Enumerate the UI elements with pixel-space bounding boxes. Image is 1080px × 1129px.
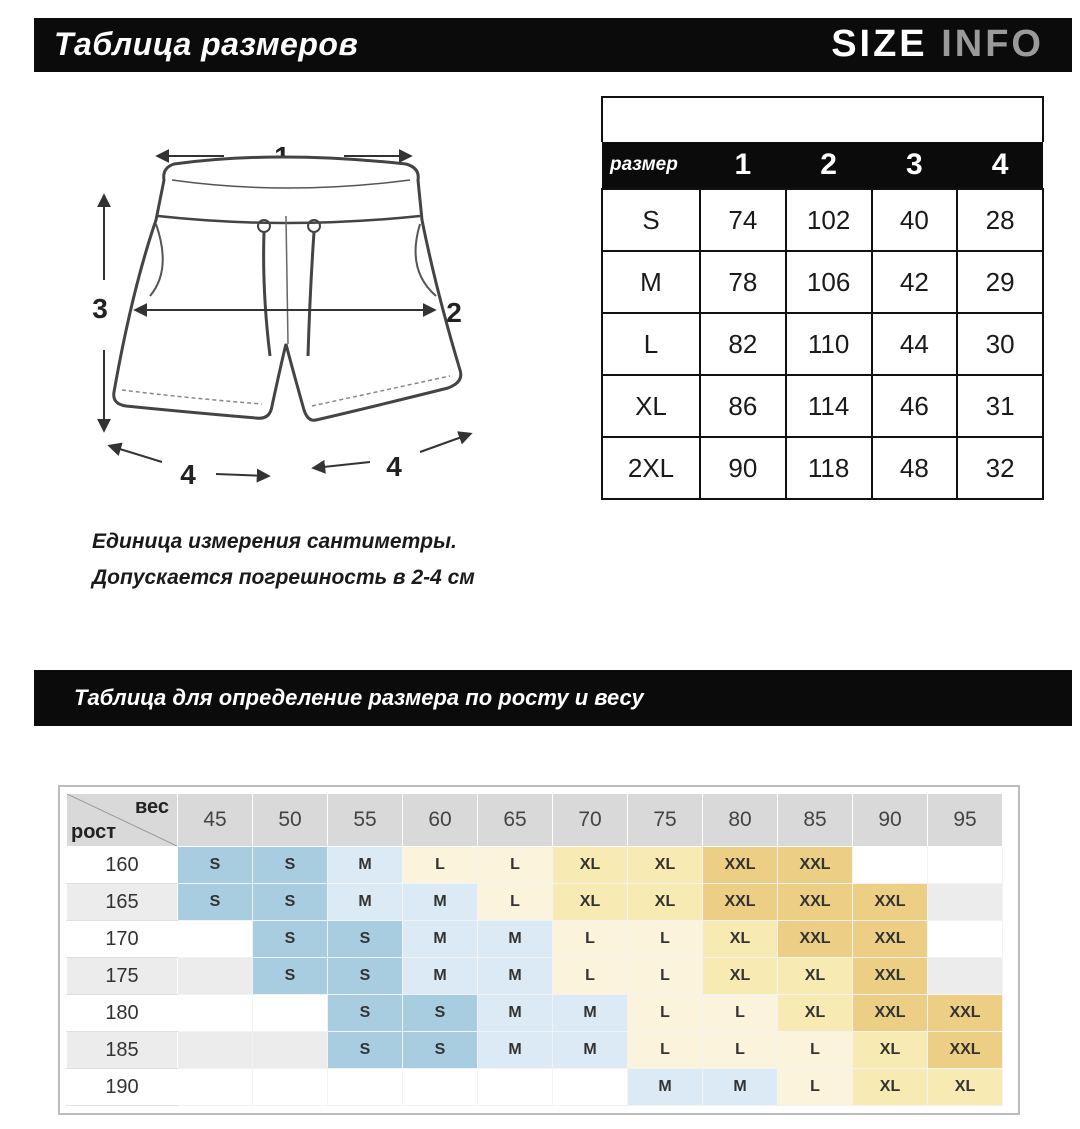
measurement-row bbox=[602, 313, 1043, 375]
weight-header: 45 bbox=[178, 794, 253, 847]
size-recommendation-cell: M bbox=[553, 1032, 628, 1069]
page-title: Таблица размеров bbox=[54, 26, 359, 62]
measurement-cell: 102 bbox=[786, 189, 872, 251]
label-2: 2 bbox=[446, 297, 462, 328]
size-recommendation-cell: L bbox=[703, 1032, 778, 1069]
size-recommendation-cell: M bbox=[403, 958, 478, 995]
size-recommendation-cell: XL bbox=[778, 958, 853, 995]
arrow-4-left-a bbox=[110, 446, 162, 462]
size-recommendation-cell: L bbox=[553, 921, 628, 958]
size-recommendation-cell: XL bbox=[553, 847, 628, 884]
size-recommendation-cell: M bbox=[628, 1069, 703, 1106]
size-recommendation-cell: M bbox=[478, 1032, 553, 1069]
grid-row bbox=[67, 995, 1003, 1032]
size-recommendation-cell: XXL bbox=[928, 1032, 1003, 1069]
size-recommendation-cell: S bbox=[328, 958, 403, 995]
weight-header: 70 bbox=[553, 794, 628, 847]
height-header: 165 bbox=[67, 884, 178, 921]
size-recommendation-cell: S bbox=[403, 995, 478, 1032]
measurement-cell: 82 bbox=[700, 313, 786, 375]
size-recommendation-cell: S bbox=[178, 884, 253, 921]
size-recommendation-cell: M bbox=[328, 847, 403, 884]
measurement-cell: 74 bbox=[700, 189, 786, 251]
size-recommendation-cell: M bbox=[478, 921, 553, 958]
measurement-cell: 30 bbox=[957, 313, 1043, 375]
size-cell: M bbox=[602, 251, 700, 313]
grid-row bbox=[67, 1069, 1003, 1106]
grid-row bbox=[67, 847, 1003, 884]
size-recommendation-cell: L bbox=[478, 884, 553, 921]
size-recommendation-cell bbox=[403, 1069, 478, 1106]
shorts-diagram bbox=[76, 120, 496, 500]
size-recommendation-cell bbox=[478, 1069, 553, 1106]
weight-header: 85 bbox=[778, 794, 853, 847]
arrow-4-right-b bbox=[420, 434, 470, 452]
size-recommendation-cell: XXL bbox=[778, 884, 853, 921]
size-recommendation-cell: XL bbox=[703, 958, 778, 995]
height-header: 170 bbox=[67, 921, 178, 958]
weight-label: вес bbox=[134, 796, 169, 818]
size-recommendation-cell: XL bbox=[703, 921, 778, 958]
measurement-row bbox=[602, 251, 1043, 313]
header-col-4: 4 bbox=[957, 142, 1043, 189]
measurement-cell: 114 bbox=[786, 375, 872, 437]
info-word: INFO bbox=[941, 23, 1044, 65]
grid-corner bbox=[67, 794, 178, 847]
size-recommendation-cell: XXL bbox=[853, 884, 928, 921]
size-recommendation-cell: XXL bbox=[778, 847, 853, 884]
measurement-cell: 86 bbox=[700, 375, 786, 437]
weight-header: 60 bbox=[403, 794, 478, 847]
size-recommendation-cell: S bbox=[253, 921, 328, 958]
size-recommendation-cell: XL bbox=[853, 1032, 928, 1069]
measurement-table bbox=[601, 96, 1044, 500]
grid-row bbox=[67, 884, 1003, 921]
size-recommendation-cell bbox=[178, 995, 253, 1032]
measurement-cell: 106 bbox=[786, 251, 872, 313]
size-recommendation-cell bbox=[928, 884, 1003, 921]
size-recommendation-cell bbox=[253, 995, 328, 1032]
size-cell: S bbox=[602, 189, 700, 251]
size-recommendation-cell: S bbox=[253, 847, 328, 884]
grid-row bbox=[67, 921, 1003, 958]
measurement-row bbox=[602, 437, 1043, 499]
measurement-row bbox=[602, 189, 1043, 251]
size-recommendation-cell: L bbox=[553, 958, 628, 995]
weight-header: 80 bbox=[703, 794, 778, 847]
size-recommendation-cell: S bbox=[178, 847, 253, 884]
grid-row bbox=[67, 958, 1003, 995]
height-weight-chart bbox=[58, 785, 1020, 1115]
size-recommendation-cell: L bbox=[478, 847, 553, 884]
size-recommendation-cell: XL bbox=[628, 884, 703, 921]
size-recommendation-cell bbox=[853, 847, 928, 884]
measurement-cell: 110 bbox=[786, 313, 872, 375]
size-recommendation-cell: L bbox=[628, 995, 703, 1032]
height-label: рост bbox=[71, 821, 117, 843]
size-recommendation-cell: S bbox=[328, 921, 403, 958]
size-recommendation-cell: S bbox=[253, 958, 328, 995]
size-recommendation-cell bbox=[928, 921, 1003, 958]
unit-note: Единица измерения сантиметры. bbox=[92, 530, 457, 553]
size-recommendation-cell: M bbox=[703, 1069, 778, 1106]
header-size: размер bbox=[602, 142, 700, 189]
size-recommendation-cell: XXL bbox=[703, 847, 778, 884]
weight-header: 50 bbox=[253, 794, 328, 847]
weight-header-row bbox=[67, 794, 1003, 847]
measurement-cell: 32 bbox=[957, 437, 1043, 499]
header-col-1: 1 bbox=[700, 142, 786, 189]
measurement-header-row bbox=[602, 142, 1043, 189]
size-recommendation-cell: XXL bbox=[778, 921, 853, 958]
arrow-4-right-a bbox=[314, 462, 370, 468]
size-recommendation-cell: L bbox=[628, 958, 703, 995]
size-recommendation-cell: M bbox=[403, 921, 478, 958]
measurement-table-blank-row bbox=[601, 96, 1044, 142]
measurement-cell: 44 bbox=[872, 313, 958, 375]
size-info-label bbox=[831, 23, 1044, 66]
label-3: 3 bbox=[92, 293, 108, 324]
size-cell: 2XL bbox=[602, 437, 700, 499]
size-recommendation-cell: M bbox=[328, 884, 403, 921]
header-col-3: 3 bbox=[872, 142, 958, 189]
size-recommendation-cell: XL bbox=[628, 847, 703, 884]
size-recommendation-cell: M bbox=[403, 884, 478, 921]
height-header: 190 bbox=[67, 1069, 178, 1106]
size-recommendation-cell bbox=[253, 1069, 328, 1106]
size-cell: XL bbox=[602, 375, 700, 437]
weight-header: 95 bbox=[928, 794, 1003, 847]
size-recommendation-cell bbox=[178, 1032, 253, 1069]
size-recommendation-cell bbox=[178, 1069, 253, 1106]
weight-header: 90 bbox=[853, 794, 928, 847]
measurement-cell: 42 bbox=[872, 251, 958, 313]
height-header: 175 bbox=[67, 958, 178, 995]
size-recommendation-cell: XXL bbox=[853, 995, 928, 1032]
size-recommendation-cell: XXL bbox=[853, 921, 928, 958]
measurement-cell: 46 bbox=[872, 375, 958, 437]
size-recommendation-cell: S bbox=[403, 1032, 478, 1069]
size-recommendation-cell: XXL bbox=[928, 995, 1003, 1032]
height-weight-grid bbox=[66, 793, 1003, 1106]
size-word: SIZE bbox=[831, 23, 928, 65]
measurement-cell: 90 bbox=[700, 437, 786, 499]
size-recommendation-cell: S bbox=[253, 884, 328, 921]
section-banner bbox=[34, 670, 1072, 726]
size-recommendation-cell: M bbox=[478, 958, 553, 995]
section-title: Таблица для определение размера по росту и весу bbox=[74, 685, 644, 710]
size-cell: L bbox=[602, 313, 700, 375]
size-recommendation-cell: M bbox=[478, 995, 553, 1032]
height-header: 185 bbox=[67, 1032, 178, 1069]
measurement-cell: 48 bbox=[872, 437, 958, 499]
size-recommendation-cell: XXL bbox=[853, 958, 928, 995]
size-recommendation-cell: L bbox=[778, 1032, 853, 1069]
size-recommendation-cell: XL bbox=[553, 884, 628, 921]
size-recommendation-cell bbox=[328, 1069, 403, 1106]
size-recommendation-cell bbox=[553, 1069, 628, 1106]
top-banner bbox=[34, 18, 1072, 72]
arrow-4-left-b bbox=[216, 474, 268, 476]
weight-header: 65 bbox=[478, 794, 553, 847]
header-col-2: 2 bbox=[786, 142, 872, 189]
measurement-cell: 40 bbox=[872, 189, 958, 251]
size-recommendation-cell: L bbox=[628, 921, 703, 958]
label-4-right: 4 bbox=[386, 451, 402, 482]
size-recommendation-cell: XL bbox=[928, 1069, 1003, 1106]
measurement-cell: 31 bbox=[957, 375, 1043, 437]
size-recommendation-cell: S bbox=[328, 1032, 403, 1069]
grid-row bbox=[67, 1032, 1003, 1069]
measurement-row bbox=[602, 375, 1043, 437]
weight-header: 55 bbox=[328, 794, 403, 847]
size-recommendation-cell: S bbox=[328, 995, 403, 1032]
size-recommendation-cell: L bbox=[403, 847, 478, 884]
size-recommendation-cell: L bbox=[778, 1069, 853, 1106]
size-recommendation-cell: XXL bbox=[703, 884, 778, 921]
measurement-cell: 78 bbox=[700, 251, 786, 313]
size-recommendation-cell bbox=[178, 958, 253, 995]
measurement-cell: 28 bbox=[957, 189, 1043, 251]
size-recommendation-cell: XL bbox=[778, 995, 853, 1032]
size-recommendation-cell bbox=[928, 958, 1003, 995]
size-recommendation-cell bbox=[253, 1032, 328, 1069]
measurement-cell: 118 bbox=[786, 437, 872, 499]
tolerance-note: Допускается погрешность в 2-4 см bbox=[92, 566, 475, 589]
height-header: 180 bbox=[67, 995, 178, 1032]
size-recommendation-cell bbox=[928, 847, 1003, 884]
size-recommendation-cell bbox=[178, 921, 253, 958]
height-header: 160 bbox=[67, 847, 178, 884]
measurement-cell: 29 bbox=[957, 251, 1043, 313]
size-recommendation-cell: M bbox=[553, 995, 628, 1032]
label-4-left: 4 bbox=[180, 459, 196, 490]
size-recommendation-cell: XL bbox=[853, 1069, 928, 1106]
size-recommendation-cell: L bbox=[628, 1032, 703, 1069]
size-recommendation-cell: L bbox=[703, 995, 778, 1032]
weight-header: 75 bbox=[628, 794, 703, 847]
